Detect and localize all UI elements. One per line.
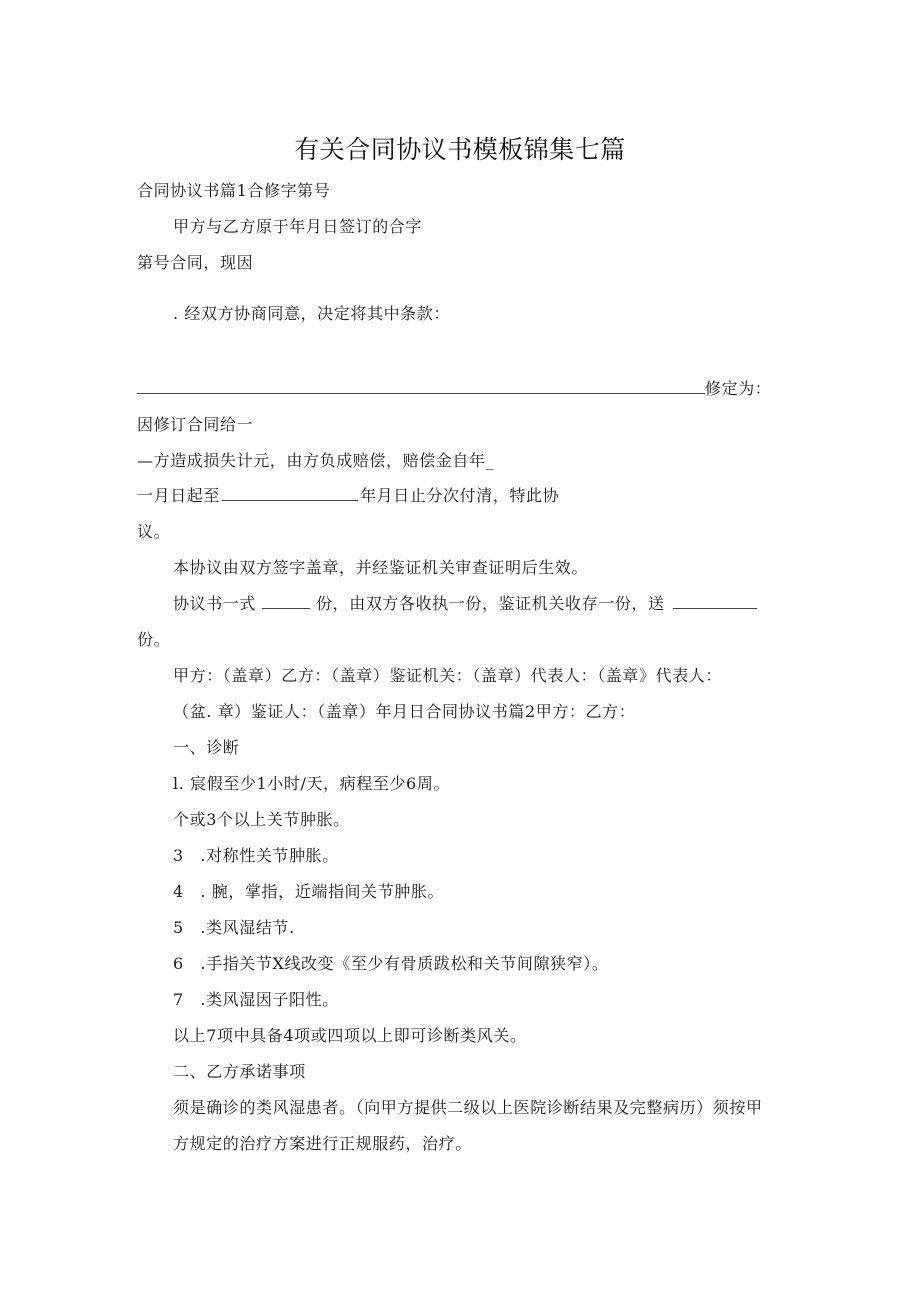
fill-blank <box>262 593 310 609</box>
list-item: l. 宸假至少1小时/天，病程至少6周。 <box>173 774 451 793</box>
fill-blank <box>222 485 358 501</box>
list-item: 7 .类风湿因子阳性。 <box>173 990 339 1009</box>
list-item: 5 .类风湿结节. <box>173 918 295 937</box>
text-line <box>137 485 559 507</box>
text-line: . 经双方协商同意，决定将其中条款： <box>173 304 450 323</box>
line-prefix: 协议书一式 <box>173 594 257 613</box>
line-prefix: 一月日起至 <box>137 486 221 505</box>
list-item: 个或3个以上关节肿胀。 <box>173 810 350 829</box>
section-heading: 一、诊断 <box>173 738 240 757</box>
text-line: 方规定的治疗方案进行正规服药，治疗。 <box>173 1134 472 1153</box>
text-line: 本协议由双方签字盖章，并经鉴证机关审查证明后生效。 <box>173 558 589 577</box>
fill-blank <box>673 593 757 609</box>
text-line: （盆. 章）鉴证人：（盖章）年月日合同协议书篇2甲方：乙方： <box>173 702 636 721</box>
text-line: 议。 <box>137 522 171 541</box>
text-line <box>137 378 771 400</box>
text-line: 甲方：（盖章）乙方：（盖章）鉴证机关：（盖章）代表人：（盖章》代表人： <box>173 666 723 685</box>
text-line: 第号合同，现因 <box>137 253 254 272</box>
text-line: —方造成损失计元，由方负成赔偿，赔偿金自年_ <box>137 451 495 470</box>
line-suffix: 修定为： <box>705 379 772 398</box>
text-line: 以上7项中具备4项或四项以上即可诊断类风关。 <box>173 1026 527 1045</box>
text-line <box>173 593 757 615</box>
document-title: 有关合同协议书模板锦集七篇 <box>294 135 626 164</box>
text-line: 甲方与乙方原于年月日签订的合字 <box>173 217 423 236</box>
list-item: 4 . 腕，掌指，近端指间关节肿胀。 <box>173 882 445 901</box>
list-item: 6 .手指关节X线改变《至少有骨质跋松和关节间隙狭窄）。 <box>173 954 609 973</box>
line-middle: 份，由双方各收执一份，鉴证机关收存一份，送 <box>316 594 665 613</box>
list-item: 3 .对称性关节肿胀。 <box>173 846 339 865</box>
section-heading: 二、乙方承诺事项 <box>173 1062 306 1081</box>
text-line: 因修订合同给一 <box>137 415 254 434</box>
line-suffix: 年月日止分次付清，特此协 <box>360 486 560 505</box>
text-line: 合同协议书篇1合修字第号 <box>137 181 331 200</box>
text-line: 份。 <box>137 630 171 649</box>
fill-blank <box>137 378 705 394</box>
text-line: 须是确诊的类风湿患者。（向甲方提供二级以上医院诊断结果及完整病历）须按甲 <box>173 1098 763 1117</box>
